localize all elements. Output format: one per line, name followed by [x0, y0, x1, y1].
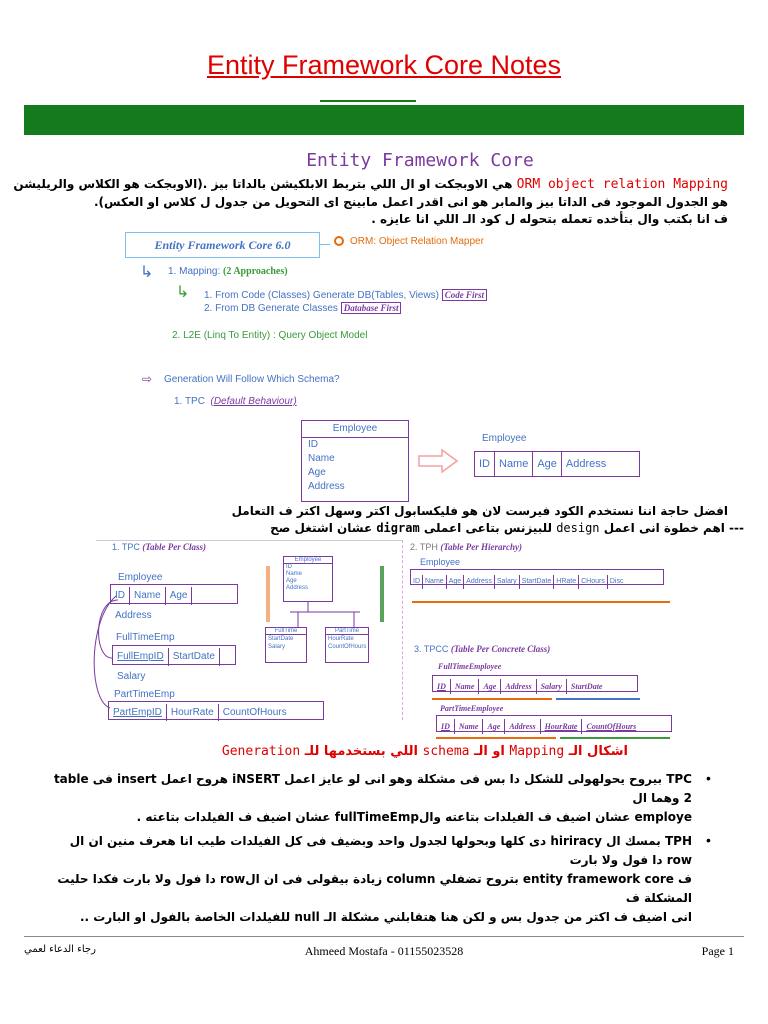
tpc-fulltime-title: FullTimeEmp	[116, 632, 175, 643]
bullet-marker: •	[706, 770, 711, 786]
mini-fulltime-title: FullTime	[266, 628, 306, 635]
mini-field-hourrate: HourRate	[328, 636, 354, 642]
intro-line-3: ف انا بكتب وال بتأخده تعمله بتحوله ل كود الـ اللي انا عايزه .	[371, 212, 728, 226]
col-startdate: StartDate	[169, 648, 220, 666]
col-age: Age	[166, 587, 193, 605]
l2e-label: 2. L2E (Linq To Entity) : Query Object Model	[172, 330, 368, 341]
col-salary: Salary	[537, 679, 567, 694]
col-age: Age	[479, 679, 501, 694]
page-number: Page 1	[701, 944, 734, 958]
heading-part-2: او الـ	[469, 744, 510, 759]
mini-employee-title: Employee	[284, 557, 332, 564]
field-name: Name	[308, 453, 335, 464]
col-id: ID	[433, 679, 451, 694]
digram-word: digram	[376, 521, 420, 535]
tpcc-heading	[414, 644, 550, 654]
tpc-parttime-title: PartTimeEmp	[114, 689, 175, 700]
ef-core-label: Entity Framework Core 6.0	[154, 238, 291, 252]
employee-class-box	[301, 420, 409, 502]
tpcc-label: 3. TPCC	[414, 644, 449, 654]
design-line	[4, 521, 744, 535]
col-address: Address	[565, 458, 607, 470]
diagram-frame-top	[96, 540, 402, 541]
employee-class-title: Employee	[302, 421, 408, 438]
heading-generation: Generation	[221, 744, 301, 759]
col-address: Address	[505, 719, 540, 734]
col-startdate: StartDate	[520, 575, 555, 589]
design-prefix: --- اهم خطوة انى اعمل	[599, 521, 744, 535]
from-db-label: 2. From DB Generate Classes	[204, 303, 338, 314]
col-age: Age	[483, 719, 505, 734]
col-startdate: StartDate	[570, 682, 603, 691]
design-word: design	[556, 521, 600, 535]
mini-parttime-fields	[326, 635, 368, 651]
bullet-tph-line-1: TPH بمسك ال hiriracy دى كلها وبحولها لجدول واحد وبضيف فى كل الفيلدات طيب انا هعرف منين ان ال row دا فول ولا بارت	[69, 834, 692, 867]
heading-part-3: اللي بستخدمها للـ	[300, 744, 423, 759]
generation-label: Generation Will Follow Which Schema?	[164, 374, 340, 385]
tpc-fulltime-table	[112, 645, 236, 682]
circle-icon	[334, 236, 344, 246]
mini-employee-box	[283, 556, 333, 602]
col-name: Name	[451, 679, 480, 694]
relation-lines	[88, 560, 128, 720]
mini-field-name: Name	[286, 571, 303, 577]
intro-line-1	[8, 176, 728, 193]
tpc-default-label: 1. TPC	[174, 396, 205, 407]
tph-desc: (Table Per Hierarchy)	[440, 542, 523, 552]
orange-divider	[266, 566, 270, 622]
mini-parttime-box	[325, 627, 369, 663]
col-hourrate: HourRate	[167, 704, 219, 721]
col-name: Name	[130, 587, 166, 605]
col-age: Age	[447, 575, 464, 589]
section-title: Entity Framework Core	[306, 150, 534, 171]
footer-center: Ahmeed Mostafa - 01155023528	[304, 944, 464, 958]
col-disc: Disc	[609, 578, 624, 585]
col-partempid: PartEmpID	[109, 704, 167, 721]
from-db-line	[204, 303, 401, 314]
best-approach-line: افضل حاجة اننا نستخدم الكود فيرست لان هو فليكسابول اكتر وسهل اكتر ف التعامل	[231, 504, 728, 518]
mini-field-address: Address	[286, 585, 309, 591]
bullet-tph	[52, 832, 692, 927]
intro-line-2: هو الجدول الموجود فى الداتا بيز والمابر هو انى اقدر اعمل مابينج اى التحويل من جدول ل كلاس او العكس).	[93, 195, 728, 209]
tpcc-desc: (Table Per Concrete Class)	[450, 644, 551, 654]
bullet-tpc-line-2: employe عشان اضيف ف الفيلدات بتاعته والfullTimeEmp عشان اضيف ف الفيلدات بتاعته .	[136, 810, 692, 824]
code-first-badge: Code First	[442, 289, 487, 301]
mini-field-id: ID	[286, 564, 292, 570]
bullet-tpc	[52, 770, 692, 827]
fte-underline-orange	[432, 698, 552, 700]
ef-core-box	[125, 232, 320, 258]
tph-label: 2. TPH	[410, 542, 438, 552]
arrow-right-icon: ⇨	[142, 372, 153, 386]
mini-parttime-title: PartTime	[326, 628, 368, 635]
col-id: ID	[437, 719, 455, 734]
from-code-label: 1. From Code (Classes) Generate DB(Tables, Views)	[204, 290, 439, 301]
tpc-default-line	[174, 396, 297, 407]
tph-employee-title: Employee	[420, 557, 461, 567]
col-salary: Salary	[117, 671, 146, 682]
field-id: ID	[308, 439, 318, 450]
inherit-lines	[290, 600, 380, 630]
fte-title: FullTimeEmployee	[438, 662, 502, 671]
mini-field-salary: Salary	[268, 644, 286, 650]
pte-title: PartTimeEmployee	[440, 704, 504, 713]
mini-employee-fields	[284, 564, 332, 592]
title-divider	[320, 100, 416, 102]
shapes-heading	[28, 744, 628, 759]
col-chours: CHours	[579, 575, 608, 589]
employee-table	[474, 451, 640, 477]
col-name: Name	[495, 452, 533, 476]
mini-fulltime-fields	[266, 635, 306, 651]
tph-heading	[410, 542, 522, 552]
col-address: Address	[464, 575, 495, 589]
orm-code: ORM object relation Mapping	[516, 177, 728, 192]
mapping-label: 1. Mapping:	[168, 266, 224, 277]
db-first-badge: Database First	[341, 302, 402, 314]
bullet-tph-line-3: انى اضيف ف اكتر من جدول بس و لكن هنا هتقابلني مشكلة الـ null للفيلدات الخاصة بالفول او البارت ..	[79, 910, 692, 924]
col-countofhours: CountOfHours	[222, 707, 287, 718]
tph-underline	[412, 601, 670, 603]
intro-line-1-text: هي الاوبجكت او ال اللي بتربط الابلكيشن بالداتا بيز .(الاوبجكت هو الكلاس والريليشن	[13, 177, 513, 191]
employee-table-title: Employee	[482, 433, 527, 444]
footer-left: رجاء الدعاء لعمي	[24, 944, 96, 955]
pte-table	[436, 715, 672, 732]
bullet-tpc-line-1: TPC بيروح يحولهولى للشكل دا بس فى مشكلة وهو انى لو عايز اعمل iNSERT هروح اعمل insert فى table 2 وهما ال	[53, 772, 692, 805]
tpc-parttime-table	[108, 701, 324, 720]
mini-fulltime-box	[265, 627, 307, 663]
footer-divider	[24, 936, 744, 937]
employee-class-fields	[302, 438, 408, 494]
col-id: ID	[411, 575, 423, 589]
col-id: ID	[475, 452, 495, 476]
from-code-line	[204, 290, 487, 301]
mini-field-startdate: StartDate	[268, 636, 294, 642]
tpc-employee-table	[110, 584, 238, 621]
sub-arrow-icon: ↳	[176, 284, 190, 301]
pte-underline-orange	[436, 737, 556, 739]
col-name: Name	[423, 575, 447, 589]
col-age: Age	[533, 452, 562, 476]
tph-table	[410, 569, 664, 585]
mini-field-age: Age	[286, 578, 297, 584]
orm-label: ORM: Object Relation Mapper	[350, 236, 484, 247]
tpc-label: 1. TPC	[112, 542, 140, 552]
connector	[320, 244, 330, 245]
field-address: Address	[308, 481, 345, 492]
convert-arrow-icon	[418, 448, 448, 468]
col-fullempid: FullEmpID	[113, 648, 169, 666]
green-banner	[24, 105, 744, 135]
mapping-line	[168, 266, 288, 277]
design-mid: للبيزنس بتاعى اعملى	[419, 521, 557, 535]
col-address: Address	[501, 679, 536, 694]
tpc-employee-title: Employee	[118, 572, 163, 583]
col-countofhours: CountOfHours	[586, 722, 637, 731]
field-age: Age	[308, 467, 326, 478]
mini-field-countofhours: CountOfHours	[328, 644, 367, 650]
pte-underline-green	[560, 737, 670, 739]
col-hourrate: HourRate	[541, 719, 583, 734]
green-divider	[380, 566, 384, 622]
col-name: Name	[455, 719, 484, 734]
dashed-divider	[402, 540, 404, 720]
design-suffix: عشان اشتغل صح	[270, 521, 377, 535]
approaches-label: (2 Approaches)	[223, 266, 288, 277]
col-salary: Salary	[495, 575, 520, 589]
heading-mapping: Mapping	[509, 744, 565, 759]
bullet-marker: •	[706, 832, 711, 848]
page-title: Entity Framework Core Notes	[206, 50, 562, 80]
col-address: Address	[115, 610, 152, 621]
fte-table	[432, 675, 638, 692]
arrow-icon: ↳	[140, 264, 154, 281]
col-id: ID	[111, 587, 130, 605]
tpc-desc: (Table Per Class)	[142, 542, 207, 552]
heading-part-1: اشكال الـ	[564, 744, 628, 759]
col-hrate: HRate	[554, 575, 579, 589]
tpc-heading	[112, 542, 206, 552]
bullet-tph-line-2: ف entity framework core بتروح تضفلي column زيادة بيقولى فى ان الrow دا فول ولا بارت فكدا حليت المشكلة ف	[57, 872, 692, 905]
fte-underline-blue	[556, 698, 640, 700]
default-behaviour: (Default Behaviour)	[210, 396, 297, 407]
heading-schema: schema	[422, 744, 470, 759]
